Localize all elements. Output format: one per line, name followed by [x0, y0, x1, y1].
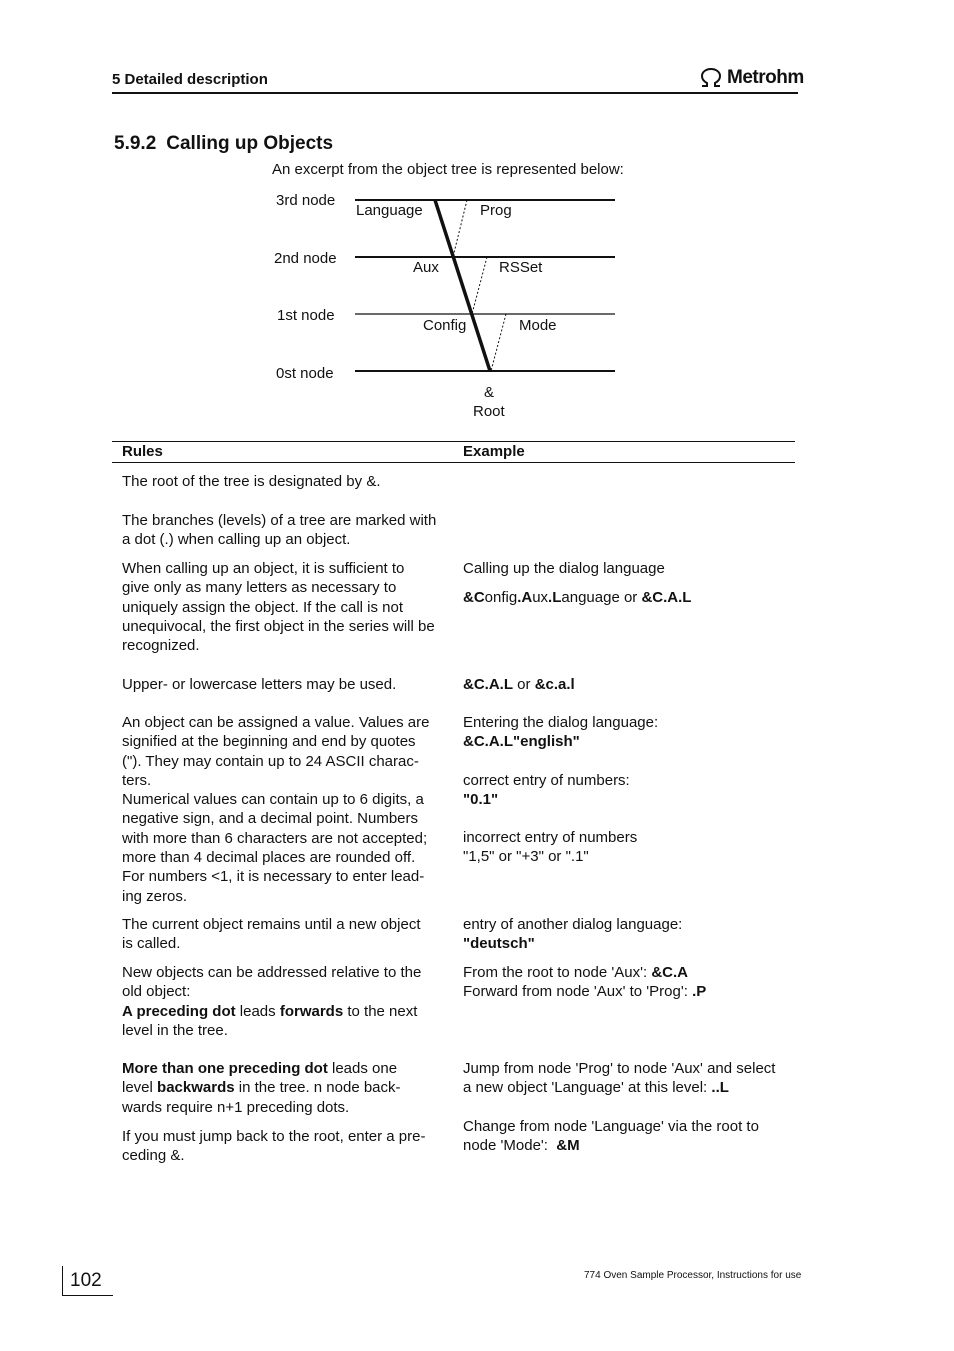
brand-logo	[698, 67, 804, 89]
dotted-branch-prog	[453, 200, 467, 257]
level-label-0: 0st node	[276, 365, 334, 382]
main-branch	[435, 200, 490, 371]
table-header-rule	[112, 462, 795, 463]
section-number: 5.9.2	[114, 133, 157, 154]
section-title-text: Calling up Objects	[166, 133, 334, 154]
dotted-branch-rsset	[472, 257, 487, 314]
rule-root: The root of the tree is designated by &.	[122, 473, 381, 490]
example-backwards: Jump from node 'Prog' to node 'Aux' and select a new object 'Language' at this level: ..L	[463, 1060, 776, 1097]
rule-case: Upper- or lowercase letters may be used.	[122, 676, 397, 693]
omega-icon	[698, 68, 724, 88]
node-aux: Aux	[413, 259, 439, 276]
section-title	[114, 133, 333, 155]
root-symbol: &	[484, 384, 495, 401]
object-tree-diagram	[270, 186, 620, 426]
example-values: Entering the dialog language: &C.A.L"english" correct entry of numbers: "0.1" incorrect entry of numbers "1,5" or "+3" or ".1"	[463, 714, 659, 866]
rule-values: An object can be assigned a value. Values are signified at the beginning and end by quotes ("). They may contain up to 24 ASCII charac- ters. Numerical values can contain up to 6 digits, a negative sign, and a decimal point. Numbers with more than 6 characters are not accepted; more than 4 decimal places are rounded off. For numbers <1, it is necessary to enter lead- ing zeros.	[122, 714, 430, 905]
node-root: Root	[473, 403, 505, 420]
rule-root-jump: If you must jump back to the root, enter a pre- ceding &.	[122, 1128, 426, 1165]
column-header-rules: Rules	[122, 443, 163, 460]
table-top-rule	[112, 441, 795, 442]
rule-current-object: The current object remains until a new object is called.	[122, 916, 421, 953]
level-label-3: 3rd node	[276, 192, 336, 209]
footer-document-title: 774 Oven Sample Processor, Instructions for use	[584, 1270, 802, 1281]
rule-branches: The branches (levels) of a tree are marked with a dot (.) when calling up an object.	[122, 512, 437, 549]
rule-abbreviation: When calling up an object, it is sufficient to give only as many letters as necessary to uniquely assign the object. If the call is not unequivocal, the first object in the series will be recognized.	[122, 560, 435, 655]
node-config: Config	[423, 317, 467, 334]
running-header-section: 5 Detailed description	[112, 71, 268, 88]
rule-backwards: More than one preceding dot leads one level backwards in the tree. n node back- wards require n+1 preceding dots.	[122, 1060, 401, 1116]
intro-text: An excerpt from the object tree is represented below:	[272, 161, 624, 178]
level-label-2: 2nd node	[274, 250, 337, 267]
example-forwards: From the root to node 'Aux': &C.A Forward from node 'Aux' to 'Prog': .P	[463, 964, 707, 1001]
node-prog: Prog	[480, 202, 512, 219]
header-rule	[112, 92, 798, 94]
column-header-example: Example	[463, 443, 525, 460]
dotted-branch-mode	[491, 314, 506, 371]
example-root-jump: Change from node 'Language' via the root to node 'Mode': &M	[463, 1118, 759, 1155]
example-current-object: entry of another dialog language: "deutsch"	[463, 916, 683, 953]
example-case: &C.A.L or &c.a.l	[463, 676, 575, 693]
node-language: Language	[356, 202, 423, 219]
node-mode: Mode	[519, 317, 557, 334]
level-label-1: 1st node	[277, 307, 335, 324]
brand-name: Metrohm	[727, 67, 804, 88]
rule-forwards: New objects can be addressed relative to the old object: A preceding dot leads forwards to the next level in the tree.	[122, 964, 422, 1039]
example-abbreviation: Calling up the dialog language &Config.Aux.Language or &C.A.L	[463, 560, 692, 607]
node-rsset: RSSet	[499, 259, 543, 276]
page-number: 102	[70, 1270, 102, 1291]
